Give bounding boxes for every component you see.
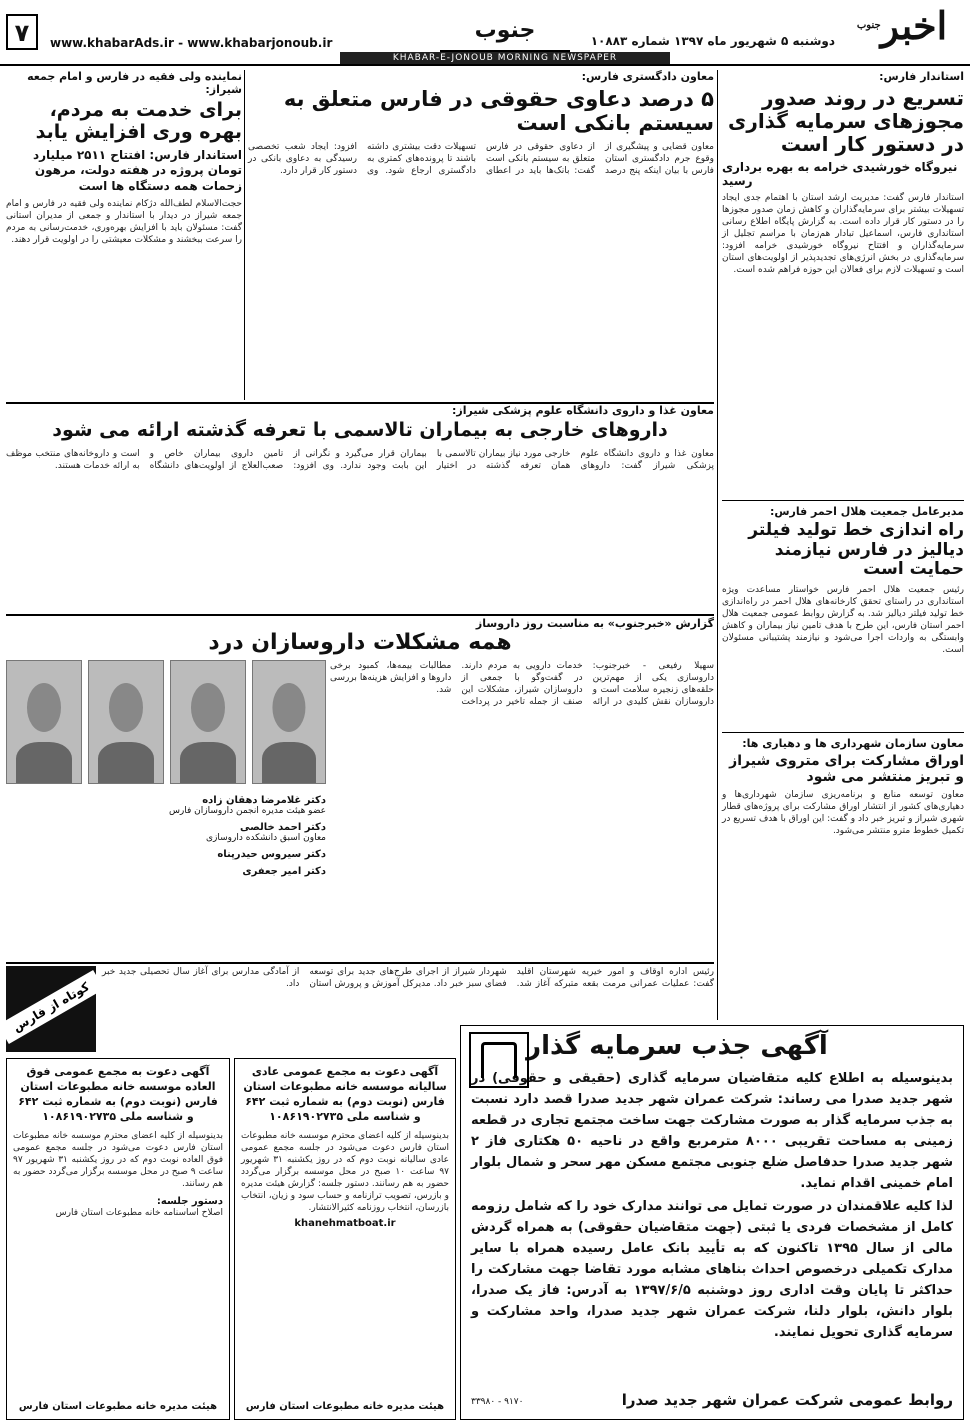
short-news-label: کوتاه از فارس <box>0 970 104 1044</box>
section-rule <box>6 962 714 964</box>
masthead <box>0 0 970 63</box>
newspaper-logo <box>842 4 962 50</box>
story-subhead: نیروگاه خورشیدی خرامه به بهره برداری رسید <box>722 160 958 188</box>
pharm-body <box>330 660 714 960</box>
ad-code: ۳۳۹۸۰ - ۹۱۷۰ <box>471 1397 524 1407</box>
ad-investor <box>460 1025 964 1420</box>
company-logo-icon <box>469 1032 529 1088</box>
story-thalassemia <box>6 404 714 612</box>
story-kicker: معاون غذا و داروی دانشگاه علوم پزشکی شیراز: <box>451 404 714 417</box>
logo-shape <box>481 1042 517 1078</box>
story-headline: راه اندازی خط تولید فیلتر دیالیز در فارس نیازمند حمایت است <box>748 520 964 580</box>
page-number: ۷ <box>6 14 38 50</box>
story-body: رئیس جمعیت هلال احمر فارس خواستار مساعدت ویژه استانداری در راستای تحقق کارخانه‌های هلال احمر در راه‌اندازی خط تولید فیلتر دیالیز شد. به گزارش روابط عمومی جمعیت هلال احمر استان فارس، این طرح با هدف تامین نیاز بیماران و کاهش وابستگی به واردات اجرا می‌شود و نیازمند پشتیبانی مسئولان است. <box>722 584 964 655</box>
story-kicker: نماینده ولی فقیه در فارس و امام جمعه شیراز: <box>27 70 242 96</box>
doctor-title: عضو هیئت مدیره انجمن داروسازان فارس <box>168 806 326 816</box>
story-subkicker: استاندار فارس: افتتاح ۲۵۱۱ میلیارد تومان پروژه در هفته دولت، مرهون زحمات همه دستگاه ها است <box>32 147 242 193</box>
pharm-photos <box>6 660 326 790</box>
portrait-photo <box>88 660 164 784</box>
ad-text-2: لذا کلیه علاقمندان در صورت تمایل می توانند مدارک خود را که شامل رزومه کامل از مشخصات فردی یا ثبتی (جهت متقاضیان حقوقی) به همراه گردش مالی از سال ۱۳۹۵ تاکنون که به تأیید بانک عامل رسیده همراه با سایر مدارک تکمیلی درخصوص احداث بناهای مشابه مورد تقاضا جهت مشارکت را حداکثر تا پایان وقت اداری روز دوشنبه ۱۳۹۷/۶/۵ به آدرس: فاز یک صدرا، بلوار دانش، بلوار دلنا، شرکت عمران شهر جدید صدرا، واحد مشارکت و سرمایه گذاری تحویل نمایند. <box>471 1198 953 1340</box>
story-imam <box>6 70 242 400</box>
ad-website-link[interactable]: khanehmatboat.ir <box>294 1218 396 1229</box>
section-title: جنوب <box>440 18 570 52</box>
ad-body: بدینوسیله از کلیه اعضای محترم موسسه خانه مطبوعات استان فارس دعوت می‌شود در جلسه مجمع عمومی عادی سالیانه نوبت دوم که در روز یکشنبه ۳۱ شهریور ۹۷ ساعت ۱۰ صبح در محل موسسه برگزار می‌گردد حضور به هم رسانند. دستور جلسه: گزارش هیئت مدیره و بازرس، تصویب ترازنامه و حساب سود و زیان، انتخاب بازرسان، انتخاب روزنامه کثیرالانتشار. <box>241 1131 450 1213</box>
english-banner: KHABAR-E-JONOUB MORNING NEWSPAPER <box>340 52 670 64</box>
story-kicker: گزارش «خبرجنوب» به مناسبت روز داروساز <box>475 617 714 630</box>
ad-title: آگهی دعوت به مجمع عمومی عادی سالیانه موسسه خانه مطبوعات استان فارس (نوبت دوم) به شماره ثبت ۶۴۲ و شناسه ملی ۱۰۸۶۱۹۰۲۷۳۵ <box>243 1065 447 1123</box>
ad-footer: روابط عمومی شرکت عمران شهر جدید صدرا <box>621 1391 953 1409</box>
ad-body: بدینوسیله از کلیه اعضای محترم موسسه خانه مطبوعات استان فارس دعوت می‌شود در جلسه مجمع عمومی فوق العاده نوبت دوم که در روز یکشنبه ۳۱ شهریور ۹۷ ساعت ۹ صبح در محل موسسه برگزار می‌گردد حضور به هم رسانند. <box>13 1131 223 1189</box>
story-headline: تسریع در روند صدور مجوزهای سرمایه گذاری در دستور کار است <box>727 86 964 156</box>
ad-agenda-label: دستور جلسه: <box>156 1196 223 1207</box>
short-news-badge <box>6 966 96 1052</box>
ad-extraordinary-meeting <box>6 1058 230 1420</box>
story-kicker: معاون سازمان شهرداری ها و دهیاری ها: <box>742 737 964 750</box>
story-kicker: مدیرعامل جمعیت هلال احمر فارس: <box>769 505 964 518</box>
ad-title: آگهی دعوت به مجمع عمومی فوق العاده موسسه خانه مطبوعات استان فارس (نوبت دوم) به شماره ثبت ۶۴۲ و شناسه ملی ۱۰۸۶۱۹۰۲۷۳۵ <box>18 1065 218 1123</box>
story-investment <box>722 70 964 500</box>
story-body: استاندار فارس گفت: مدیریت ارشد استان با اهتمام جدی ایجاد تسهیلات بیشتر برای سرمایه‌گذاران و کاهش زمان صدور مجوزها را در دستور کار قرار داده است. به گزارش پایگاه اطلاع رسانی استانداری فارس، اسماعیل تبادار هم‌زمان با مراسم تجلیل از سرمایه‌گذاران و افتتاح نیروگاه خورشیدی خرامه افزود: سرمایه‌گذاری در بخش انرژی‌های تجدیدپذیر از اولویت‌های استان است و تسهیلات لازم برای فعالان این حوزه فراهم شده است. <box>722 193 964 275</box>
story-headline: اوراق مشارکت برای متروی شیراز و تبریز منتشر می شود <box>729 753 964 786</box>
logo-tag: جنوب <box>856 20 881 31</box>
story-kicker: معاون دادگستری فارس: <box>581 70 714 83</box>
dateline: دوشنبه ۵ شهریور ماه ۱۳۹۷ شماره ۱۰۸۸۳ <box>590 34 835 48</box>
story-kicker: استاندار فارس: <box>879 70 964 83</box>
column-rule <box>717 70 718 1020</box>
ad-title: آگهی جذب سرمایه گذار <box>526 1031 828 1061</box>
ad-footer: هیئت مدیره خانه مطبوعات استان فارس <box>245 1401 445 1412</box>
pharm-names <box>6 795 326 960</box>
story-dialysis <box>722 500 964 730</box>
ad-annual-meeting <box>234 1058 456 1420</box>
portrait-photo <box>6 660 82 784</box>
column-rule <box>244 70 245 400</box>
doctor-name: دکتر سیروس حیدرپناه <box>217 849 326 860</box>
ad-agenda: اصلاح اساسنامه خانه مطبوعات استان فارس <box>55 1208 223 1218</box>
portrait-photo <box>170 660 246 784</box>
short-news-body: رئیس اداره اوقاف و امور خیریه شهرستان اقلید گفت: عملیات عمرانی مرمت بقعه متبرکه آغاز شد. شهردار شیراز از اجرای طرح‌های جدید برای توسعه فضای سبز خبر داد. مدیرکل آموزش و پرورش استان از آمادگی مدارس برای آغاز سال تحصیلی جدید خبر داد. <box>102 967 714 989</box>
story-body: حجت‌الاسلام لطف‌الله دژکام نماینده ولی فقیه در فارس و امام جمعه شیراز در دیدار با استاندار و جمعی از مدیران استانی گفت: مسئولان باید با افزایش بهره‌وری، خدمت‌رسانی به مردم را سرعت ببخشند و مشکلات معیشتی را در اولویت قرار دهند. <box>6 199 242 246</box>
header-rule <box>0 64 970 66</box>
doctor-name: دکتر غلامرضا دهقان زاده <box>202 795 326 806</box>
story-court <box>248 70 714 400</box>
website-link[interactable]: www.khabarAds.ir - www.khabarjonoub.ir <box>50 36 333 50</box>
logo-text: اخبر <box>880 3 948 48</box>
story-headline: ۵ درصد دعاوی حقوقی در فارس متعلق به سیستم بانکی است <box>283 87 714 136</box>
story-headline: همه مشکلات داروسازان درد <box>208 630 512 655</box>
story-body: سهیلا رفیعی - خبرجنوب: داروسازی یکی از مهم‌ترین حلقه‌های زنجیره سلامت است و داروسازان نقش کلیدی در ارائه خدمات دارویی به مردم دارند. در گفت‌وگو با جمعی از داروسازان شیراز، مشکلات این صنف از جمله تاخیر در پرداخت مطالبات بیمه‌ها، کمبود برخی داروها و افزایش هزینه‌ها بررسی شد. <box>330 661 714 707</box>
story-metro <box>722 732 964 1022</box>
story-body: معاون توسعه منابع و برنامه‌ریزی سازمان شهرداری‌ها و دهیاری‌های کشور از انتشار اوراق مشارکت برای پروژه‌های قطار شهری شیراز و تبریز خبر داد و گفت: این اوراق با هدف تسریع در تکمیل خطوط مترو منتشر می‌شود. <box>722 790 964 837</box>
story-body: معاون قضایی و پیشگیری از وقوع جرم دادگستری استان فارس با بیان اینکه پنج درصد از دعاوی حقوقی در فارس متعلق به سیستم بانکی است گفت: بانک‌ها باید در اعطای تسهیلات دقت بیشتری داشته باشند تا پرونده‌های کمتری به دادگستری ارجاع شود. وی افزود: ایجاد شعب تخصصی رسیدگی به دعاوی بانکی در دستور کار قرار دارد. <box>248 142 714 177</box>
pharm-header <box>6 617 714 657</box>
ad-text-1: بدینوسیله به اطلاع کلیه متقاضیان سرمایه گذاری (حقیقی و حقوقی) در شهر جدید صدرا می رساند: شرکت عمران شهر جدید صدرا قصد دارد نسبت به جذب سرمایه گذار به صورت مشارکت جهت ساخت مجتمع تجاری در قطعه زمینی به مساحت تقریبی ۸۰۰۰ مترمربع واقع در ناحیه ۵۰ هکتاری فاز ۲ شهر جدید صدرا حدفاصل ضلع جنوبی مجتمع مسکن مهر سحر و شمال بلوار امام خمینی اقدام نماید. <box>471 1070 953 1191</box>
section-rule <box>6 614 714 616</box>
doctor-name: دکتر امیر جعفری <box>242 866 326 877</box>
portrait-photo <box>252 660 326 784</box>
doctor-title: معاون اسبق دانشکده داروسازی <box>205 833 326 843</box>
story-body: معاون غذا و داروی دانشگاه علوم پزشکی شیراز گفت: داروهای خارجی مورد نیاز بیماران تالاسمی با همان تعرفه گذشته در اختیار بیماران قرار می‌گیرد و نگرانی از این بابت وجود ندارد. وی افزود: تامین داروی بیماران خاص و صعب‌العلاج از اولویت‌های دانشگاه است و داروخانه‌های منتخب موظف به ارائه خدمات هستند. <box>6 448 714 471</box>
ad-footer: هیئت مدیره خانه مطبوعات استان فارس <box>18 1401 218 1412</box>
doctor-name: دکتر احمد خالصی <box>239 822 326 833</box>
story-headline: برای خدمت به مردم، بهره وری افزایش یابد <box>35 99 242 143</box>
story-headline: داروهای خارجی به بیماران تالاسمی با تعرفه گذشته ارائه می شود <box>52 419 668 441</box>
